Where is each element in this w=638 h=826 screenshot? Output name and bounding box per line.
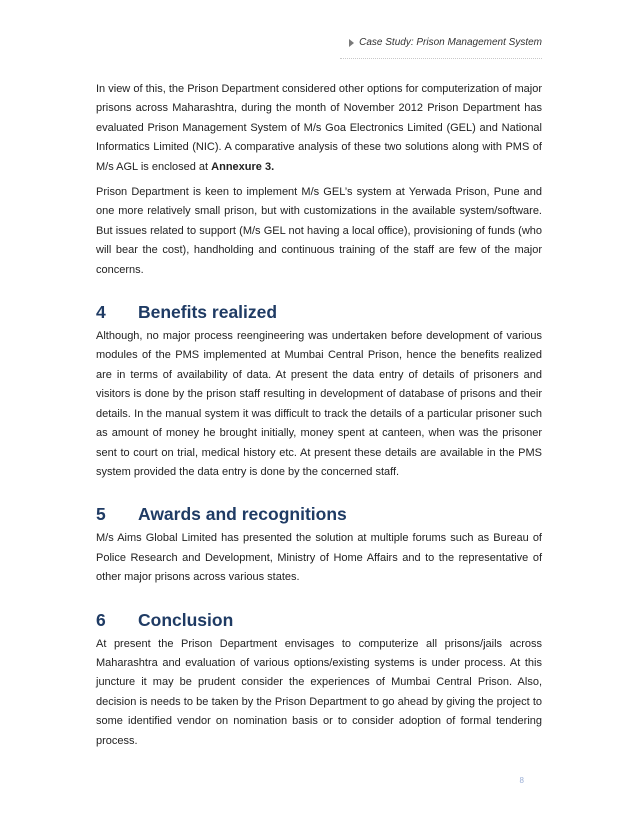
section-number: 5	[96, 504, 106, 525]
section-body-awards: M/s Aims Global Limited has presented the solution at multiple forums such as Bureau of Police Research and Development, Ministry of Home Affairs and to the representative of other major prisons across various states.	[96, 532, 542, 584]
section-heading-conclusion	[96, 608, 542, 632]
section-title: Benefits realized	[138, 302, 278, 323]
section-heading-awards	[96, 502, 542, 526]
running-header	[349, 37, 542, 48]
intro-paragraph-1	[96, 80, 542, 177]
header-title: Case Study: Prison Management System	[359, 37, 542, 48]
header-divider	[340, 58, 542, 59]
section-number: 4	[96, 302, 106, 323]
section-title: Conclusion	[138, 609, 234, 630]
section-heading-benefits	[96, 300, 542, 324]
section-number: 6	[96, 609, 106, 630]
annexure-reference: Annexure 3.	[211, 160, 275, 173]
section-title: Awards and recognitions	[138, 504, 347, 525]
triangle-bullet-icon	[349, 39, 354, 47]
page-number: 8	[519, 776, 524, 785]
intro-paragraph-1-text: In view of this, the Prison Department considered other options for computerization of major prisons across Maharashtra, during the month of November 2012 Prison Department has evaluated Prison Management System of M/s Goa Electronics Limited (GEL) and National Informatics Limited (NIC). A comparative analysis of these two solutions along with PMS of M/s AGL is enclosed at	[96, 83, 542, 173]
section-body-conclusion: At present the Prison Department envisages to computerize all prisons/jails across Maharashtra and evaluation of various options/existing systems is under process. At this juncture it may be prudent consider the experiences of Mumbai Central Prison. Also, decision is needs to be taken by the Prison Department to go ahead by giving the project to some identified vendor on nomination basis or to consider adoption of formal tendering process.	[96, 637, 542, 747]
section-body-benefits: Although, no major process reengineering was undertaken before development of various modules of the PMS implemented at Mumbai Central Prison, hence the benefits realized are in terms of availability of data. At present the data entry of details of prisoners and visitors is done by the prison staff resulting in development of database of prisons and their details. In the manual system it was difficult to track the details of a particular prisoner such as amount of money he brought initially, money spent at canteen, when was the prisoner sent to court on trial, medical history etc. At present these details are available in the PMS system provided the data entry is done by the concerned staff.	[96, 330, 542, 478]
document-body	[96, 80, 542, 757]
intro-paragraph-2: Prison Department is keen to implement M/s GEL’s system at Yerwada Prison, Pune and one more relatively small prison, but with customizations in the available system/software. But issues related to support (M/s GEL not having a local office), provisioning of funds (who will bear the cost), handholding and continuous training of the staff are few of the major concerns.	[96, 186, 542, 276]
